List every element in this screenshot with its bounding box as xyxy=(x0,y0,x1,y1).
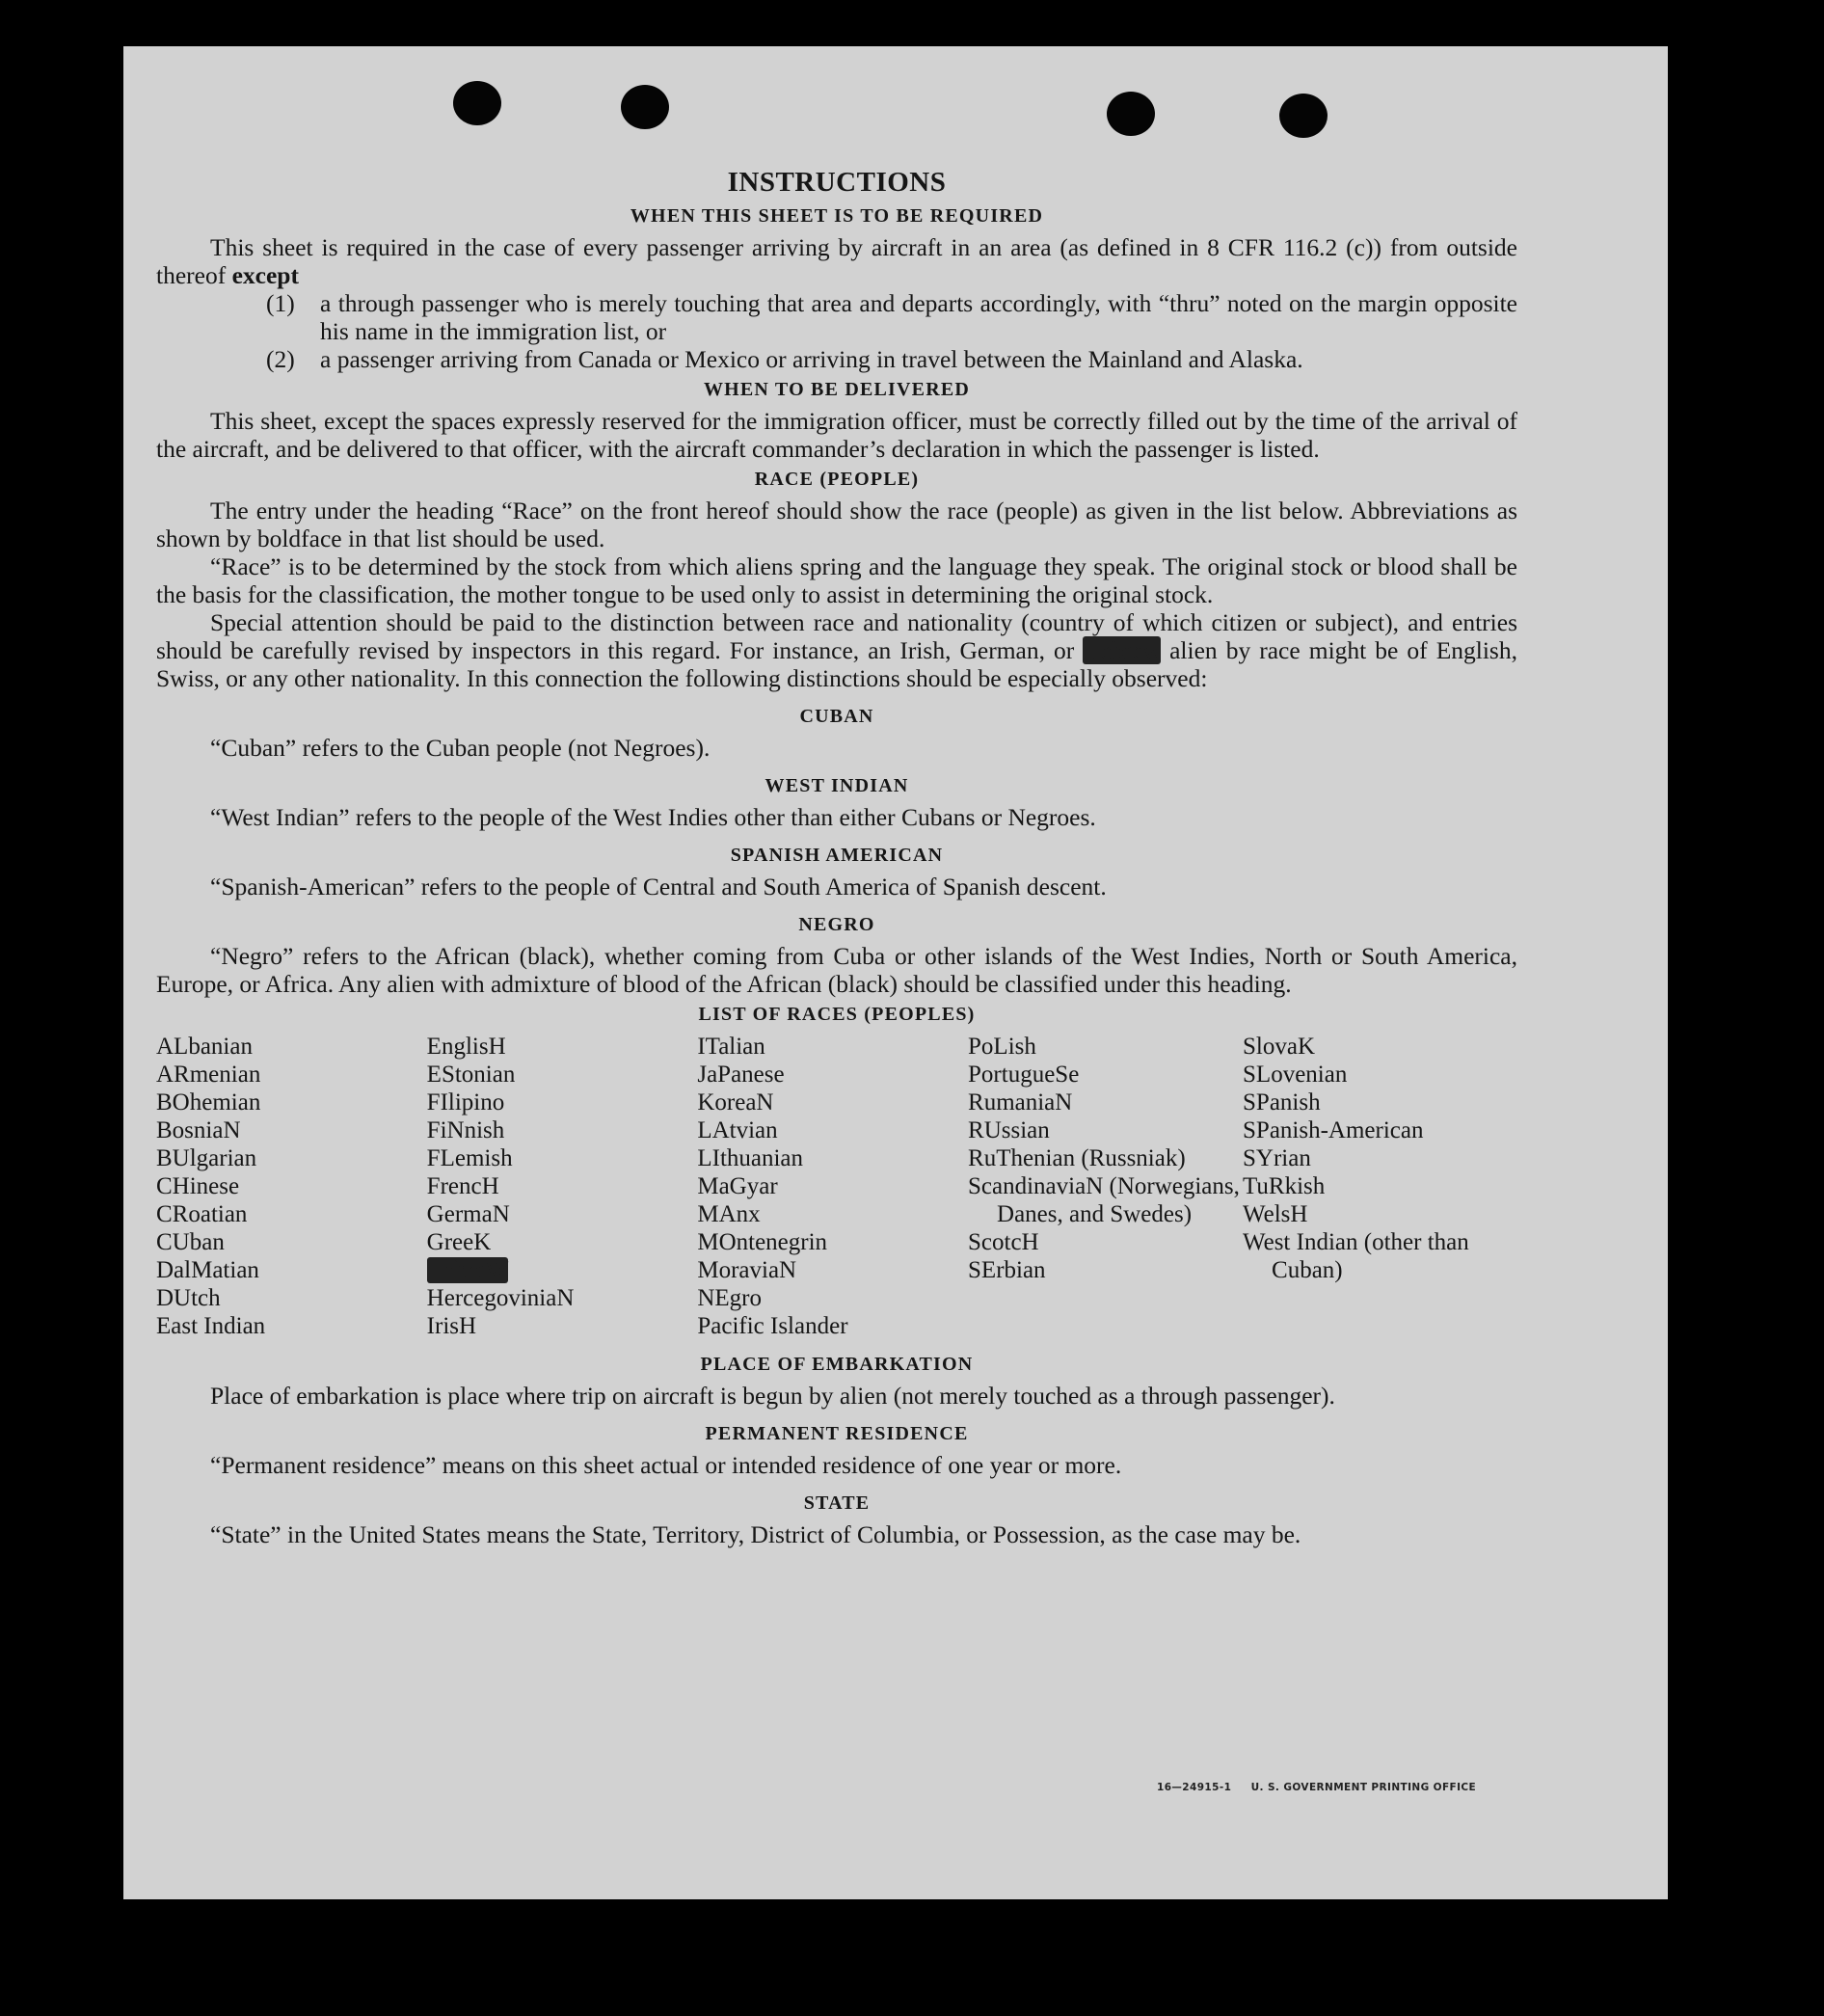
race-entry-struck xyxy=(427,1256,698,1284)
race-entry: RumaniaN xyxy=(968,1089,1073,1116)
when-required-intro: This sheet is required in the case of every passenger arriving by aircraft in an area (as defined in 8 CFR 116.2 (c)) from outside thereof except xyxy=(156,233,1517,289)
race-paragraph-1: The entry under the heading “Race” on the front hereof should show the race (people) as given in the list below. Abbreviations as shown by boldface in that list should be used. xyxy=(156,497,1517,552)
document-page xyxy=(123,46,1668,1899)
section-heading-west-indian: WEST INDIAN xyxy=(764,775,909,796)
section-heading-spanish-american: SPANISH AMERICAN xyxy=(730,845,944,866)
race-paragraph-2: “Race” is to be determined by the stock from which aliens spring and the language they speak. The original stock or blood shall be the basis for the classification, the mother tongue to be used only to assist in determining the original stock. xyxy=(156,552,1517,608)
race-entry: LIthuanian xyxy=(697,1145,804,1171)
race-entry: ARmenian xyxy=(156,1062,261,1088)
race-entry: SPanish-American xyxy=(1243,1117,1424,1143)
race-entry: ScandinaviaN (Norwegians, Danes, and Swedes) xyxy=(968,1173,1240,1227)
race-entry: SErbian xyxy=(968,1257,1046,1283)
page-title: INSTRUCTIONS xyxy=(727,167,947,198)
struck-out-word: HebreW xyxy=(426,1257,509,1283)
race-entry: KoreaN xyxy=(697,1089,774,1116)
residence-text: “Permanent residence” means on this sheet actual or intended residence of one year or more. xyxy=(210,1451,1122,1479)
spanish-american-text: “Spanish-American” refers to the people of Central and South America of Spanish descent. xyxy=(210,873,1107,900)
section-heading-residence: PERMANENT RESIDENCE xyxy=(705,1423,969,1444)
instructions-body xyxy=(156,167,1517,1548)
race-entry: East Indian xyxy=(156,1313,266,1339)
race-entry: WelsH xyxy=(1243,1201,1308,1227)
race-entry: BOhemian xyxy=(156,1089,261,1116)
race-entry: SLovenian xyxy=(1243,1062,1348,1088)
race-entry: CRoatian xyxy=(156,1201,248,1227)
race-entry: MaGyar xyxy=(697,1173,778,1199)
punch-hole xyxy=(1279,94,1328,138)
embarkation-text: Place of embarkation is place where trip on aircraft is begun by alien (not merely touched as a through passenger). xyxy=(210,1382,1335,1410)
race-entry: CUban xyxy=(156,1229,225,1255)
race-entry: SYrian xyxy=(1243,1145,1311,1171)
race-entry: CHinese xyxy=(156,1173,240,1199)
race-entry: EStonian xyxy=(426,1062,516,1088)
state-text: “State” in the United States means the State, Territory, District of Columbia, or Possession, as the case may be. xyxy=(210,1520,1301,1548)
race-entry: PortugueSe xyxy=(968,1062,1080,1088)
race-entry: West Indian (other than Cuban) xyxy=(1243,1229,1469,1283)
race-entry: GreeK xyxy=(426,1229,492,1255)
negro-text: “Negro” refers to the African (black), whether coming from Cuba or other islands of the West Indies, North or South America, Europe, or Africa. Any alien with admixture of blood of the African (black) should be classified under this heading. xyxy=(156,942,1517,998)
race-entry: MOntenegrin xyxy=(697,1229,828,1255)
print-code: 16—24915-1 xyxy=(1157,1782,1232,1793)
west-indian-text: “West Indian” refers to the people of the West Indies other than either Cubans or Negroes. xyxy=(210,803,1096,831)
race-entry: RuThenian (Russniak) xyxy=(968,1145,1186,1171)
race-entry: MoraviaN xyxy=(697,1257,797,1283)
race-entry: TuRkish xyxy=(1243,1173,1326,1199)
section-heading-when-required: WHEN THIS SHEET IS TO BE REQUIRED xyxy=(630,205,1044,227)
race-entry: BosniaN xyxy=(156,1117,241,1143)
section-heading-list-of-races: LIST OF RACES (PEOPLES) xyxy=(698,1004,976,1025)
exception-number: (1) xyxy=(266,289,295,317)
race-entry: ALbanian xyxy=(156,1034,253,1060)
section-heading-when-delivered: WHEN TO BE DELIVERED xyxy=(703,379,971,400)
printer-name: U. S. GOVERNMENT PRINTING OFFICE xyxy=(1250,1782,1477,1793)
race-entry: HercegoviniaN xyxy=(426,1285,575,1311)
exception-item-2 xyxy=(266,345,1517,373)
race-entry: PoLish xyxy=(968,1034,1036,1060)
section-heading-state: STATE xyxy=(803,1492,871,1514)
printer-imprint xyxy=(1157,1782,1476,1793)
race-entry: LAtvian xyxy=(697,1117,778,1143)
race-entry: RUssian xyxy=(968,1117,1050,1143)
race-entry: EnglisH xyxy=(426,1034,506,1060)
race-entry: SPanish xyxy=(1243,1089,1321,1116)
race-column-3 xyxy=(697,1033,968,1340)
race-entry: FrencH xyxy=(426,1173,499,1199)
race-column-4 xyxy=(968,1033,1243,1340)
race-entry: FLemish xyxy=(426,1145,513,1171)
exception-text: a through passenger who is merely touching that area and departs accordingly, with “thru” noted on the margin opposite his name in the immigration list, or xyxy=(320,289,1517,345)
race-list xyxy=(156,1033,1517,1340)
race-paragraph-3: Special attention should be paid to the distinction between race and nationality (country of which citizen or subject), and entries should be carefully revised by inspectors in this regard. For instance, an Irish, German, or Hebrew alien by race might be of English, Swiss, or any other nationality. In this connection the following distinctions should be especially observed: xyxy=(156,608,1517,692)
section-heading-negro: NEGRO xyxy=(798,914,875,935)
race-entry: FIlipino xyxy=(426,1089,505,1116)
race-entry: GermaN xyxy=(426,1201,510,1227)
race-entry: Pacific Islander xyxy=(697,1313,848,1339)
punch-hole xyxy=(453,81,501,125)
race-entry: FiNnish xyxy=(426,1117,505,1143)
exception-item-1 xyxy=(266,289,1517,345)
section-heading-cuban: CUBAN xyxy=(799,706,874,727)
when-delivered-text: This sheet, except the spaces expressly reserved for the immigration officer, must be correctly filled out by the time of the arrival of the aircraft, and be delivered to that officer, with the aircraft commander’s declaration in which the passenger is listed. xyxy=(156,407,1517,463)
section-heading-embarkation: PLACE OF EMBARKATION xyxy=(700,1354,974,1375)
race-entry: IrisH xyxy=(426,1313,477,1339)
exception-number: (2) xyxy=(266,345,295,373)
race-column-1 xyxy=(156,1033,427,1340)
race-entry: ScotcH xyxy=(968,1229,1039,1255)
cuban-text: “Cuban” refers to the Cuban people (not Negroes). xyxy=(210,734,711,762)
race-entry: DUtch xyxy=(156,1285,221,1311)
race-entry: BUlgarian xyxy=(156,1145,257,1171)
section-heading-race: RACE (PEOPLE) xyxy=(754,469,920,490)
punch-hole xyxy=(1107,92,1155,136)
race-entry: MAnx xyxy=(697,1201,761,1227)
race-entry: NEgro xyxy=(697,1285,762,1311)
race-entry: ITalian xyxy=(697,1034,765,1060)
struck-out-word: Hebrew xyxy=(1083,636,1162,664)
race-entry: JaPanese xyxy=(697,1062,785,1088)
race-entry: DalMatian xyxy=(156,1257,259,1283)
race-column-2 xyxy=(427,1033,698,1340)
race-entry: SlovaK xyxy=(1243,1034,1316,1060)
punch-hole xyxy=(621,85,669,129)
exception-text: a passenger arriving from Canada or Mexico or arriving in travel between the Mainland and Alaska. xyxy=(320,345,1303,373)
race-column-5 xyxy=(1243,1033,1517,1340)
